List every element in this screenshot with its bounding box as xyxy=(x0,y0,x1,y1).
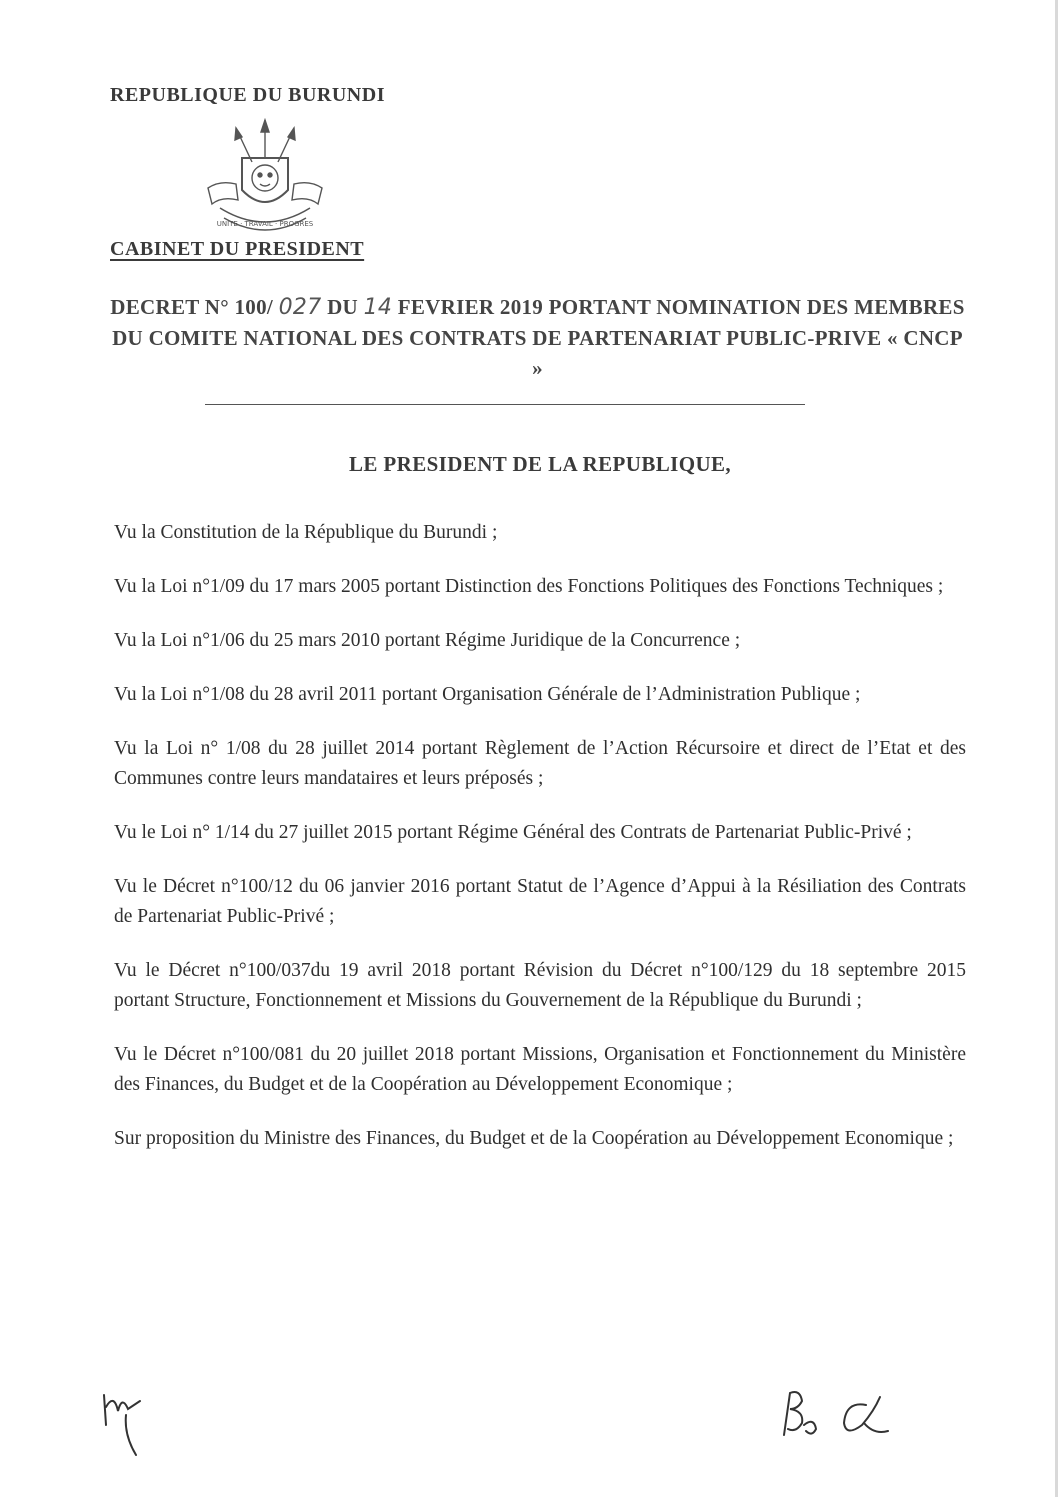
cabinet-heading: CABINET DU PRESIDENT xyxy=(110,238,365,260)
coat-of-arms-icon xyxy=(190,118,340,236)
recital-paragraph: Vu le Décret n°100/037du 19 avril 2018 portant Révision du Décret n°100/129 du 18 septembre 2015 portant Structure, Fonctionnement et Missions du Gouvernement de la République du Burundi ; xyxy=(114,960,966,1011)
republic-heading: REPUBLIQUE DU BURUNDI xyxy=(110,84,385,106)
decree-title xyxy=(110,292,965,383)
decree-title-rest: FEVRIER 2019 PORTANT NOMINATION DES MEMBRES DU COMITE NATIONAL DES CONTRATS DE PARTENARIAT PUBLIC-PRIVE « CNCP » xyxy=(112,295,965,380)
divider-line xyxy=(205,404,805,405)
recital-paragraph: Vu la Loi n°1/09 du 17 mars 2005 portant Distinction des Fonctions Politiques des Fonctions Techniques ; xyxy=(114,576,944,597)
recitals-list xyxy=(114,518,966,1178)
president-heading: LE PRESIDENT DE LA REPUBLIQUE, xyxy=(348,452,732,476)
recital-paragraph: Vu le Loi n° 1/14 du 27 juillet 2015 portant Régime Général des Contrats de Partenariat Public-Privé ; xyxy=(114,822,912,843)
decree-du: DU xyxy=(327,295,358,319)
recital-paragraph: Vu la Loi n°1/06 du 25 mars 2010 portant Régime Juridique de la Concurrence ; xyxy=(114,630,741,651)
recital-paragraph: Vu la Constitution de la République du Burundi ; xyxy=(114,522,498,543)
recital-paragraph: Vu le Décret n°100/081 du 20 juillet 2018 portant Missions, Organisation et Fonctionnement du Ministère des Finances, du Budget et de la Coopération au Développement Economique ; xyxy=(114,1044,966,1095)
recital-paragraph: Vu le Décret n°100/12 du 06 janvier 2016 portant Statut de l’Agence d’Appui à la Résiliation des Contrats de Partenariat Public-Privé ; xyxy=(114,876,966,927)
handwritten-initials-right xyxy=(770,1375,910,1455)
handwritten-initials-left xyxy=(96,1385,166,1465)
recital-paragraph: Sur proposition du Ministre des Finances, du Budget et de la Coopération au Développement Economique ; xyxy=(114,1128,954,1149)
decree-day-handwritten: 14 xyxy=(363,295,393,320)
decree-number-handwritten: 027 xyxy=(278,295,322,320)
recital-paragraph: Vu la Loi n°1/08 du 28 avril 2011 portant Organisation Générale de l’Administration Publique ; xyxy=(114,684,861,705)
decree-prefix: DECRET N° 100/ xyxy=(110,295,274,319)
seal-motto: UNITE · TRAVAIL · PROGRES xyxy=(216,220,314,228)
recital-paragraph: Vu la Loi n° 1/08 du 28 juillet 2014 portant Règlement de l’Action Récursoire et direct de l’Etat et des Communes contre leurs mandataires et leurs préposés ; xyxy=(114,738,966,789)
